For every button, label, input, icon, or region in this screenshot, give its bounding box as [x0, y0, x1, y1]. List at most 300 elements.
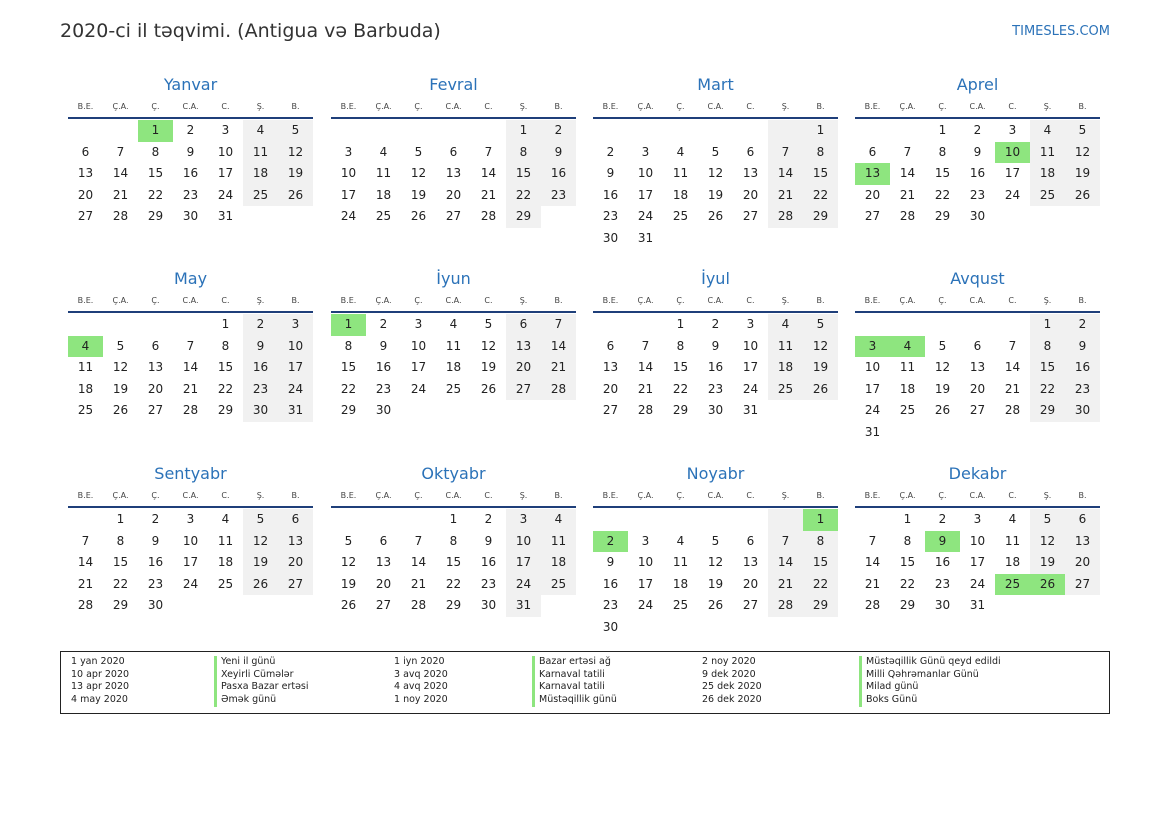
- day-cell[interactable]: 25: [1030, 185, 1065, 207]
- day-cell[interactable]: 27: [147, 403, 164, 418]
- day-cell[interactable]: 26: [243, 574, 278, 596]
- day-cell[interactable]: 6: [606, 338, 615, 353]
- day-cell[interactable]: 4: [68, 336, 103, 358]
- day-cell[interactable]: 25: [375, 209, 392, 224]
- day-cell[interactable]: 2: [593, 531, 628, 553]
- day-cell[interactable]: 8: [803, 142, 838, 164]
- day-cell[interactable]: 18: [672, 187, 689, 202]
- day-cell[interactable]: 2: [151, 512, 160, 526]
- day-cell[interactable]: 21: [1004, 381, 1021, 396]
- day-cell[interactable]: 15: [672, 360, 689, 375]
- day-cell[interactable]: 31: [506, 595, 541, 617]
- day-cell[interactable]: 21: [410, 576, 427, 591]
- day-cell[interactable]: 30: [480, 598, 497, 613]
- day-cell[interactable]: 20: [742, 187, 759, 202]
- day-cell[interactable]: 4: [676, 144, 685, 159]
- day-cell[interactable]: 23: [243, 379, 278, 401]
- day-cell[interactable]: 18: [899, 381, 916, 396]
- day-cell[interactable]: 3: [641, 144, 650, 159]
- day-cell[interactable]: 2: [541, 120, 576, 142]
- day-cell[interactable]: 27: [375, 598, 392, 613]
- day-cell[interactable]: 31: [742, 403, 759, 418]
- day-cell[interactable]: 30: [602, 619, 619, 634]
- day-cell[interactable]: 24: [742, 381, 759, 396]
- day-cell[interactable]: 29: [803, 206, 838, 228]
- day-cell[interactable]: 10: [506, 531, 541, 553]
- day-cell[interactable]: 29: [1030, 400, 1065, 422]
- day-cell[interactable]: 9: [243, 336, 278, 358]
- day-cell[interactable]: 17: [410, 360, 427, 375]
- day-cell[interactable]: 18: [375, 187, 392, 202]
- day-cell[interactable]: 24: [506, 574, 541, 596]
- day-cell[interactable]: 1: [221, 317, 230, 331]
- day-cell[interactable]: 14: [112, 166, 129, 181]
- day-cell[interactable]: 30: [182, 209, 199, 224]
- day-cell[interactable]: 16: [480, 555, 497, 570]
- day-cell[interactable]: 1: [803, 509, 838, 531]
- day-cell[interactable]: 14: [480, 166, 497, 181]
- day-cell[interactable]: 21: [864, 576, 881, 591]
- day-cell[interactable]: 5: [711, 144, 720, 159]
- day-cell[interactable]: 2: [1065, 314, 1100, 336]
- day-cell[interactable]: 4: [541, 509, 576, 531]
- day-cell[interactable]: 14: [864, 555, 881, 570]
- day-cell[interactable]: 29: [340, 403, 357, 418]
- day-cell[interactable]: 13: [375, 555, 392, 570]
- day-cell[interactable]: 31: [864, 424, 881, 439]
- day-cell[interactable]: 20: [278, 552, 313, 574]
- day-cell[interactable]: 17: [1004, 166, 1021, 181]
- day-cell[interactable]: 13: [147, 360, 164, 375]
- day-cell[interactable]: 19: [340, 576, 357, 591]
- day-cell[interactable]: 27: [506, 379, 541, 401]
- day-cell[interactable]: 20: [506, 357, 541, 379]
- day-cell[interactable]: 23: [969, 187, 986, 202]
- day-cell[interactable]: 9: [484, 533, 493, 548]
- day-cell[interactable]: 3: [221, 123, 230, 137]
- day-cell[interactable]: 8: [506, 142, 541, 164]
- day-cell[interactable]: 16: [707, 360, 724, 375]
- day-cell[interactable]: 13: [602, 360, 619, 375]
- day-cell[interactable]: 5: [243, 509, 278, 531]
- day-cell[interactable]: 12: [112, 360, 129, 375]
- day-cell[interactable]: 6: [746, 144, 755, 159]
- day-cell[interactable]: 22: [1030, 379, 1065, 401]
- day-cell[interactable]: 5: [414, 144, 423, 159]
- day-cell[interactable]: 22: [147, 187, 164, 202]
- day-cell[interactable]: 1: [676, 317, 685, 331]
- day-cell[interactable]: 15: [506, 163, 541, 185]
- day-cell[interactable]: 4: [768, 314, 803, 336]
- day-cell[interactable]: 8: [151, 144, 160, 159]
- day-cell[interactable]: 9: [541, 142, 576, 164]
- day-cell[interactable]: 23: [602, 598, 619, 613]
- day-cell[interactable]: 8: [676, 338, 685, 353]
- day-cell[interactable]: 7: [768, 531, 803, 553]
- day-cell[interactable]: 5: [803, 314, 838, 336]
- day-cell[interactable]: 4: [243, 120, 278, 142]
- day-cell[interactable]: 26: [410, 209, 427, 224]
- day-cell[interactable]: 6: [449, 144, 458, 159]
- day-cell[interactable]: 3: [746, 317, 755, 331]
- day-cell[interactable]: 25: [217, 576, 234, 591]
- day-cell[interactable]: 18: [77, 381, 94, 396]
- day-cell[interactable]: 17: [637, 187, 654, 202]
- day-cell[interactable]: 13: [742, 166, 759, 181]
- day-cell[interactable]: 25: [899, 403, 916, 418]
- day-cell[interactable]: 19: [934, 381, 951, 396]
- day-cell[interactable]: 2: [938, 512, 947, 526]
- day-cell[interactable]: 10: [217, 144, 234, 159]
- day-cell[interactable]: 21: [541, 357, 576, 379]
- day-cell[interactable]: 17: [506, 552, 541, 574]
- day-cell[interactable]: 6: [973, 338, 982, 353]
- day-cell[interactable]: 25: [995, 574, 1030, 596]
- day-cell[interactable]: 3: [506, 509, 541, 531]
- day-cell[interactable]: 26: [1065, 185, 1100, 207]
- day-cell[interactable]: 14: [410, 555, 427, 570]
- day-cell[interactable]: 12: [707, 555, 724, 570]
- day-cell[interactable]: 29: [445, 598, 462, 613]
- day-cell[interactable]: 11: [217, 533, 234, 548]
- day-cell[interactable]: 16: [147, 555, 164, 570]
- day-cell[interactable]: 14: [899, 166, 916, 181]
- day-cell[interactable]: 8: [116, 533, 125, 548]
- day-cell[interactable]: 19: [112, 381, 129, 396]
- day-cell[interactable]: 8: [344, 338, 353, 353]
- day-cell[interactable]: 28: [899, 209, 916, 224]
- day-cell[interactable]: 3: [1008, 123, 1017, 137]
- day-cell[interactable]: 27: [742, 209, 759, 224]
- day-cell[interactable]: 4: [890, 336, 925, 358]
- day-cell[interactable]: 25: [768, 379, 803, 401]
- day-cell[interactable]: 10: [864, 360, 881, 375]
- day-cell[interactable]: 24: [969, 576, 986, 591]
- day-cell[interactable]: 20: [77, 187, 94, 202]
- day-cell[interactable]: 9: [973, 144, 982, 159]
- day-cell[interactable]: 28: [112, 209, 129, 224]
- day-cell[interactable]: 17: [864, 381, 881, 396]
- day-cell[interactable]: 4: [1008, 512, 1017, 526]
- day-cell[interactable]: 26: [707, 598, 724, 613]
- day-cell[interactable]: 26: [112, 403, 129, 418]
- day-cell[interactable]: 6: [1065, 509, 1100, 531]
- day-cell[interactable]: 11: [375, 166, 392, 181]
- day-cell[interactable]: 28: [541, 379, 576, 401]
- day-cell[interactable]: 8: [803, 531, 838, 553]
- day-cell[interactable]: 7: [484, 144, 493, 159]
- day-cell[interactable]: 7: [116, 144, 125, 159]
- day-cell[interactable]: 28: [768, 206, 803, 228]
- day-cell[interactable]: 20: [147, 381, 164, 396]
- day-cell[interactable]: 11: [77, 360, 94, 375]
- day-cell[interactable]: 15: [340, 360, 357, 375]
- day-cell[interactable]: 12: [278, 142, 313, 164]
- day-cell[interactable]: 31: [969, 598, 986, 613]
- day-cell[interactable]: 17: [340, 187, 357, 202]
- day-cell[interactable]: 1: [138, 120, 173, 142]
- day-cell[interactable]: 16: [602, 187, 619, 202]
- day-cell[interactable]: 25: [77, 403, 94, 418]
- day-cell[interactable]: 24: [864, 403, 881, 418]
- day-cell[interactable]: 7: [641, 338, 650, 353]
- day-cell[interactable]: 23: [480, 576, 497, 591]
- day-cell[interactable]: 19: [410, 187, 427, 202]
- day-cell[interactable]: 27: [278, 574, 313, 596]
- day-cell[interactable]: 13: [1065, 531, 1100, 553]
- day-cell[interactable]: 12: [480, 338, 497, 353]
- day-cell[interactable]: 10: [410, 338, 427, 353]
- day-cell[interactable]: 7: [186, 338, 195, 353]
- day-cell[interactable]: 22: [672, 381, 689, 396]
- day-cell[interactable]: 9: [151, 533, 160, 548]
- day-cell[interactable]: 31: [278, 400, 313, 422]
- day-cell[interactable]: 21: [77, 576, 94, 591]
- day-cell[interactable]: 20: [375, 576, 392, 591]
- day-cell[interactable]: 9: [711, 338, 720, 353]
- day-cell[interactable]: 11: [672, 555, 689, 570]
- day-cell[interactable]: 22: [112, 576, 129, 591]
- day-cell[interactable]: 21: [480, 187, 497, 202]
- day-cell[interactable]: 1: [116, 512, 125, 526]
- day-cell[interactable]: 13: [855, 163, 890, 185]
- day-cell[interactable]: 29: [934, 209, 951, 224]
- day-cell[interactable]: 30: [969, 209, 986, 224]
- day-cell[interactable]: 12: [340, 555, 357, 570]
- day-cell[interactable]: 27: [864, 209, 881, 224]
- day-cell[interactable]: 5: [938, 338, 947, 353]
- day-cell[interactable]: 26: [340, 598, 357, 613]
- day-cell[interactable]: 6: [506, 314, 541, 336]
- day-cell[interactable]: 25: [445, 381, 462, 396]
- day-cell[interactable]: 1: [506, 120, 541, 142]
- day-cell[interactable]: 12: [707, 166, 724, 181]
- day-cell[interactable]: 4: [1030, 120, 1065, 142]
- day-cell[interactable]: 27: [445, 209, 462, 224]
- day-cell[interactable]: 12: [934, 360, 951, 375]
- day-cell[interactable]: 8: [221, 338, 230, 353]
- day-cell[interactable]: 23: [602, 209, 619, 224]
- day-cell[interactable]: 3: [278, 314, 313, 336]
- day-cell[interactable]: 31: [217, 209, 234, 224]
- day-cell[interactable]: 2: [379, 317, 388, 331]
- day-cell[interactable]: 29: [803, 595, 838, 617]
- day-cell[interactable]: 11: [672, 166, 689, 181]
- day-cell[interactable]: 26: [803, 379, 838, 401]
- day-cell[interactable]: 27: [602, 403, 619, 418]
- day-cell[interactable]: 21: [182, 381, 199, 396]
- day-cell[interactable]: 11: [1030, 142, 1065, 164]
- day-cell[interactable]: 20: [445, 187, 462, 202]
- day-cell[interactable]: 18: [243, 163, 278, 185]
- day-cell[interactable]: 16: [602, 576, 619, 591]
- day-cell[interactable]: 4: [449, 317, 458, 331]
- day-cell[interactable]: 28: [410, 598, 427, 613]
- day-cell[interactable]: 7: [414, 533, 423, 548]
- day-cell[interactable]: 23: [707, 381, 724, 396]
- day-cell[interactable]: 24: [217, 187, 234, 202]
- day-cell[interactable]: 24: [410, 381, 427, 396]
- day-cell[interactable]: 12: [243, 531, 278, 553]
- day-cell[interactable]: 6: [379, 533, 388, 548]
- day-cell[interactable]: 15: [803, 552, 838, 574]
- day-cell[interactable]: 11: [1004, 533, 1021, 548]
- day-cell[interactable]: 15: [445, 555, 462, 570]
- day-cell[interactable]: 24: [637, 598, 654, 613]
- day-cell[interactable]: 22: [803, 185, 838, 207]
- day-cell[interactable]: 19: [1065, 163, 1100, 185]
- day-cell[interactable]: 29: [112, 598, 129, 613]
- day-cell[interactable]: 18: [672, 576, 689, 591]
- day-cell[interactable]: 10: [182, 533, 199, 548]
- day-cell[interactable]: 7: [81, 533, 90, 548]
- day-cell[interactable]: 16: [969, 166, 986, 181]
- day-cell[interactable]: 30: [147, 598, 164, 613]
- day-cell[interactable]: 9: [925, 531, 960, 553]
- day-cell[interactable]: 22: [445, 576, 462, 591]
- day-cell[interactable]: 14: [1004, 360, 1021, 375]
- day-cell[interactable]: 16: [243, 357, 278, 379]
- day-cell[interactable]: 15: [112, 555, 129, 570]
- day-cell[interactable]: 23: [1065, 379, 1100, 401]
- day-cell[interactable]: 14: [768, 163, 803, 185]
- day-cell[interactable]: 5: [711, 533, 720, 548]
- day-cell[interactable]: 20: [602, 381, 619, 396]
- day-cell[interactable]: 9: [606, 555, 615, 570]
- day-cell[interactable]: 17: [217, 166, 234, 181]
- day-cell[interactable]: 12: [410, 166, 427, 181]
- day-cell[interactable]: 16: [934, 555, 951, 570]
- day-cell[interactable]: 16: [1065, 357, 1100, 379]
- day-cell[interactable]: 25: [541, 574, 576, 596]
- day-cell[interactable]: 10: [742, 338, 759, 353]
- day-cell[interactable]: 25: [243, 185, 278, 207]
- day-cell[interactable]: 15: [217, 360, 234, 375]
- day-cell[interactable]: 14: [541, 336, 576, 358]
- day-cell[interactable]: 29: [672, 403, 689, 418]
- day-cell[interactable]: 28: [768, 595, 803, 617]
- day-cell[interactable]: 10: [278, 336, 313, 358]
- day-cell[interactable]: 29: [147, 209, 164, 224]
- day-cell[interactable]: 7: [1008, 338, 1017, 353]
- day-cell[interactable]: 9: [186, 144, 195, 159]
- day-cell[interactable]: 5: [278, 120, 313, 142]
- day-cell[interactable]: 19: [243, 552, 278, 574]
- day-cell[interactable]: 10: [637, 166, 654, 181]
- day-cell[interactable]: 5: [1030, 509, 1065, 531]
- day-cell[interactable]: 3: [414, 317, 423, 331]
- day-cell[interactable]: 17: [969, 555, 986, 570]
- day-cell[interactable]: 12: [1065, 142, 1100, 164]
- day-cell[interactable]: 3: [973, 512, 982, 526]
- day-cell[interactable]: 4: [221, 512, 230, 526]
- day-cell[interactable]: 13: [969, 360, 986, 375]
- day-cell[interactable]: 31: [637, 230, 654, 245]
- day-cell[interactable]: 21: [899, 187, 916, 202]
- day-cell[interactable]: 16: [541, 163, 576, 185]
- day-cell[interactable]: 13: [77, 166, 94, 181]
- day-cell[interactable]: 17: [278, 357, 313, 379]
- day-cell[interactable]: 22: [217, 381, 234, 396]
- day-cell[interactable]: 28: [864, 598, 881, 613]
- day-cell[interactable]: 19: [707, 576, 724, 591]
- day-cell[interactable]: 2: [711, 317, 720, 331]
- day-cell[interactable]: 28: [182, 403, 199, 418]
- day-cell[interactable]: 10: [637, 555, 654, 570]
- day-cell[interactable]: 15: [934, 166, 951, 181]
- day-cell[interactable]: 27: [77, 209, 94, 224]
- day-cell[interactable]: 10: [340, 166, 357, 181]
- day-cell[interactable]: 24: [1004, 187, 1021, 202]
- day-cell[interactable]: 20: [1065, 552, 1100, 574]
- day-cell[interactable]: 26: [278, 185, 313, 207]
- day-cell[interactable]: 18: [541, 552, 576, 574]
- day-cell[interactable]: 22: [899, 576, 916, 591]
- day-cell[interactable]: 5: [1065, 120, 1100, 142]
- day-cell[interactable]: 8: [1030, 336, 1065, 358]
- day-cell[interactable]: 23: [147, 576, 164, 591]
- day-cell[interactable]: 27: [1065, 574, 1100, 596]
- day-cell[interactable]: 29: [899, 598, 916, 613]
- day-cell[interactable]: 24: [182, 576, 199, 591]
- day-cell[interactable]: 4: [379, 144, 388, 159]
- day-cell[interactable]: 1: [449, 512, 458, 526]
- day-cell[interactable]: 30: [375, 403, 392, 418]
- day-cell[interactable]: 27: [742, 598, 759, 613]
- day-cell[interactable]: 10: [969, 533, 986, 548]
- day-cell[interactable]: 30: [707, 403, 724, 418]
- day-cell[interactable]: 28: [77, 598, 94, 613]
- day-cell[interactable]: 26: [934, 403, 951, 418]
- day-cell[interactable]: 3: [641, 533, 650, 548]
- day-cell[interactable]: 13: [506, 336, 541, 358]
- day-cell[interactable]: 24: [340, 209, 357, 224]
- day-cell[interactable]: 18: [217, 555, 234, 570]
- day-cell[interactable]: 13: [742, 555, 759, 570]
- day-cell[interactable]: 30: [934, 598, 951, 613]
- day-cell[interactable]: 14: [768, 552, 803, 574]
- day-cell[interactable]: 1: [331, 314, 366, 336]
- day-cell[interactable]: 21: [637, 381, 654, 396]
- day-cell[interactable]: 13: [278, 531, 313, 553]
- brand-link[interactable]: TIMESLES.COM: [1012, 24, 1110, 39]
- day-cell[interactable]: 20: [864, 187, 881, 202]
- day-cell[interactable]: 26: [1030, 574, 1065, 596]
- day-cell[interactable]: 7: [768, 142, 803, 164]
- day-cell[interactable]: 11: [445, 338, 462, 353]
- day-cell[interactable]: 24: [637, 209, 654, 224]
- day-cell[interactable]: 21: [112, 187, 129, 202]
- day-cell[interactable]: 2: [186, 123, 195, 137]
- day-cell[interactable]: 23: [182, 187, 199, 202]
- day-cell[interactable]: 9: [379, 338, 388, 353]
- day-cell[interactable]: 5: [484, 317, 493, 331]
- day-cell[interactable]: 1: [938, 123, 947, 137]
- day-cell[interactable]: 10: [995, 142, 1030, 164]
- day-cell[interactable]: 23: [541, 185, 576, 207]
- day-cell[interactable]: 3: [855, 336, 890, 358]
- day-cell[interactable]: 11: [899, 360, 916, 375]
- day-cell[interactable]: 17: [182, 555, 199, 570]
- day-cell[interactable]: 17: [742, 360, 759, 375]
- day-cell[interactable]: 16: [182, 166, 199, 181]
- day-cell[interactable]: 3: [186, 512, 195, 526]
- day-cell[interactable]: 28: [480, 209, 497, 224]
- day-cell[interactable]: 9: [606, 166, 615, 181]
- day-cell[interactable]: 26: [480, 381, 497, 396]
- day-cell[interactable]: 11: [243, 142, 278, 164]
- day-cell[interactable]: 12: [803, 336, 838, 358]
